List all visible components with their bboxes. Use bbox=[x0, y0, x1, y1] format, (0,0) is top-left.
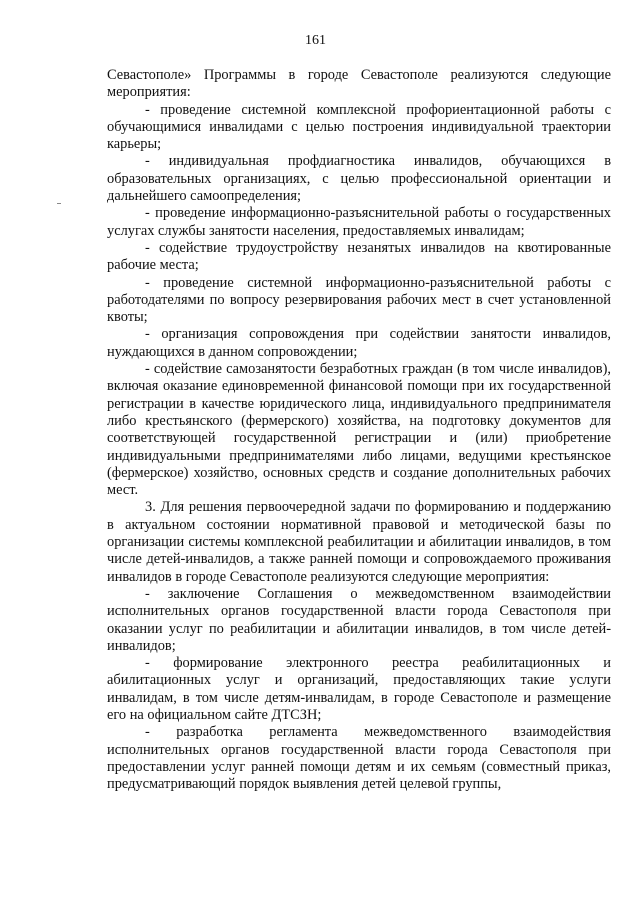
continuation-paragraph: Севастополе» Программы в городе Севастополе реализуются следующие мероприятия: bbox=[107, 67, 611, 101]
list-item-paragraph: - формирование электронного реестра реабилитационных и абилитационных услуг и организаций, предоставляющих такие услуги инвалидам, в том числе детям-инвалидам, в городе Севастополе и размещение его на официальном сайте ДТСЗН; bbox=[107, 655, 611, 723]
body-text bbox=[107, 67, 611, 793]
scan-mark bbox=[57, 203, 61, 204]
list-item-paragraph: - организация сопровождения при содействии занятости инвалидов, нуждающихся в данном сопровождении; bbox=[107, 326, 611, 360]
list-item-paragraph: - содействие самозанятости безработных граждан (в том числе инвалидов), включая оказание единовременной финансовой помощи при их государственной регистрации в качестве юридического лица, индивидуального предпринимателя либо крестьянского (фермерского) хозяйства, на подготовку документов для соответствующей государственной регистрации и (или) приобретение индивидуальными предпринимателями либо лицами, ведущими крестьянское (фермерское) хозяйство, основных средств и создание дополнительных рабочих мест. bbox=[107, 361, 611, 499]
list-item-paragraph: 3. Для решения первоочередной задачи по формированию и поддержанию в актуальном состоянии нормативной правовой и методической базы по организации системы комплексной реабилитации и абилитации инвалидов, в том числе детей-инвалидов, а также ранней помощи и сопровождаемого проживания инвалидов в городе Севастополе реализуются следующие мероприятия: bbox=[107, 499, 611, 585]
list-item-paragraph: - разработка регламента межведомственного взаимодействия исполнительных органов государственной власти города Севастополя при предоставлении услуг ранней помощи детям и их семьям (совместный приказ, предусматривающий порядок выявления детей целевой группы, bbox=[107, 724, 611, 793]
list-item-paragraph: - индивидуальная профдиагностика инвалидов, обучающихся в образовательных организациях, с целью профессиональной ориентации и дальнейшего самоопределения; bbox=[107, 153, 611, 205]
list-item-paragraph: - проведение системной информационно-разъяснительной работы с работодателями по вопросу резервирования рабочих мест в счет установленной квоты; bbox=[107, 274, 611, 326]
list-item-paragraph: - проведение системной комплексной профориентационной работы с обучающимися инвалидами с целью построения индивидуальной траектории карьеры; bbox=[107, 101, 611, 153]
list-item-paragraph: - заключение Соглашения о межведомственном взаимодействии исполнительных органов государственной власти города Севастополя при оказании услуг по реабилитации и абилитации инвалидов, в том числе детей-инвалидов; bbox=[107, 585, 611, 654]
page-number: 161 bbox=[305, 33, 326, 48]
list-item-paragraph: - проведение информационно-разъяснительной работы о государственных услугах службы занятости населения, предоставляемых инвалидам; bbox=[107, 205, 611, 239]
list-item-paragraph: - содействие трудоустройству незанятых инвалидов на квотированные рабочие места; bbox=[107, 239, 611, 274]
